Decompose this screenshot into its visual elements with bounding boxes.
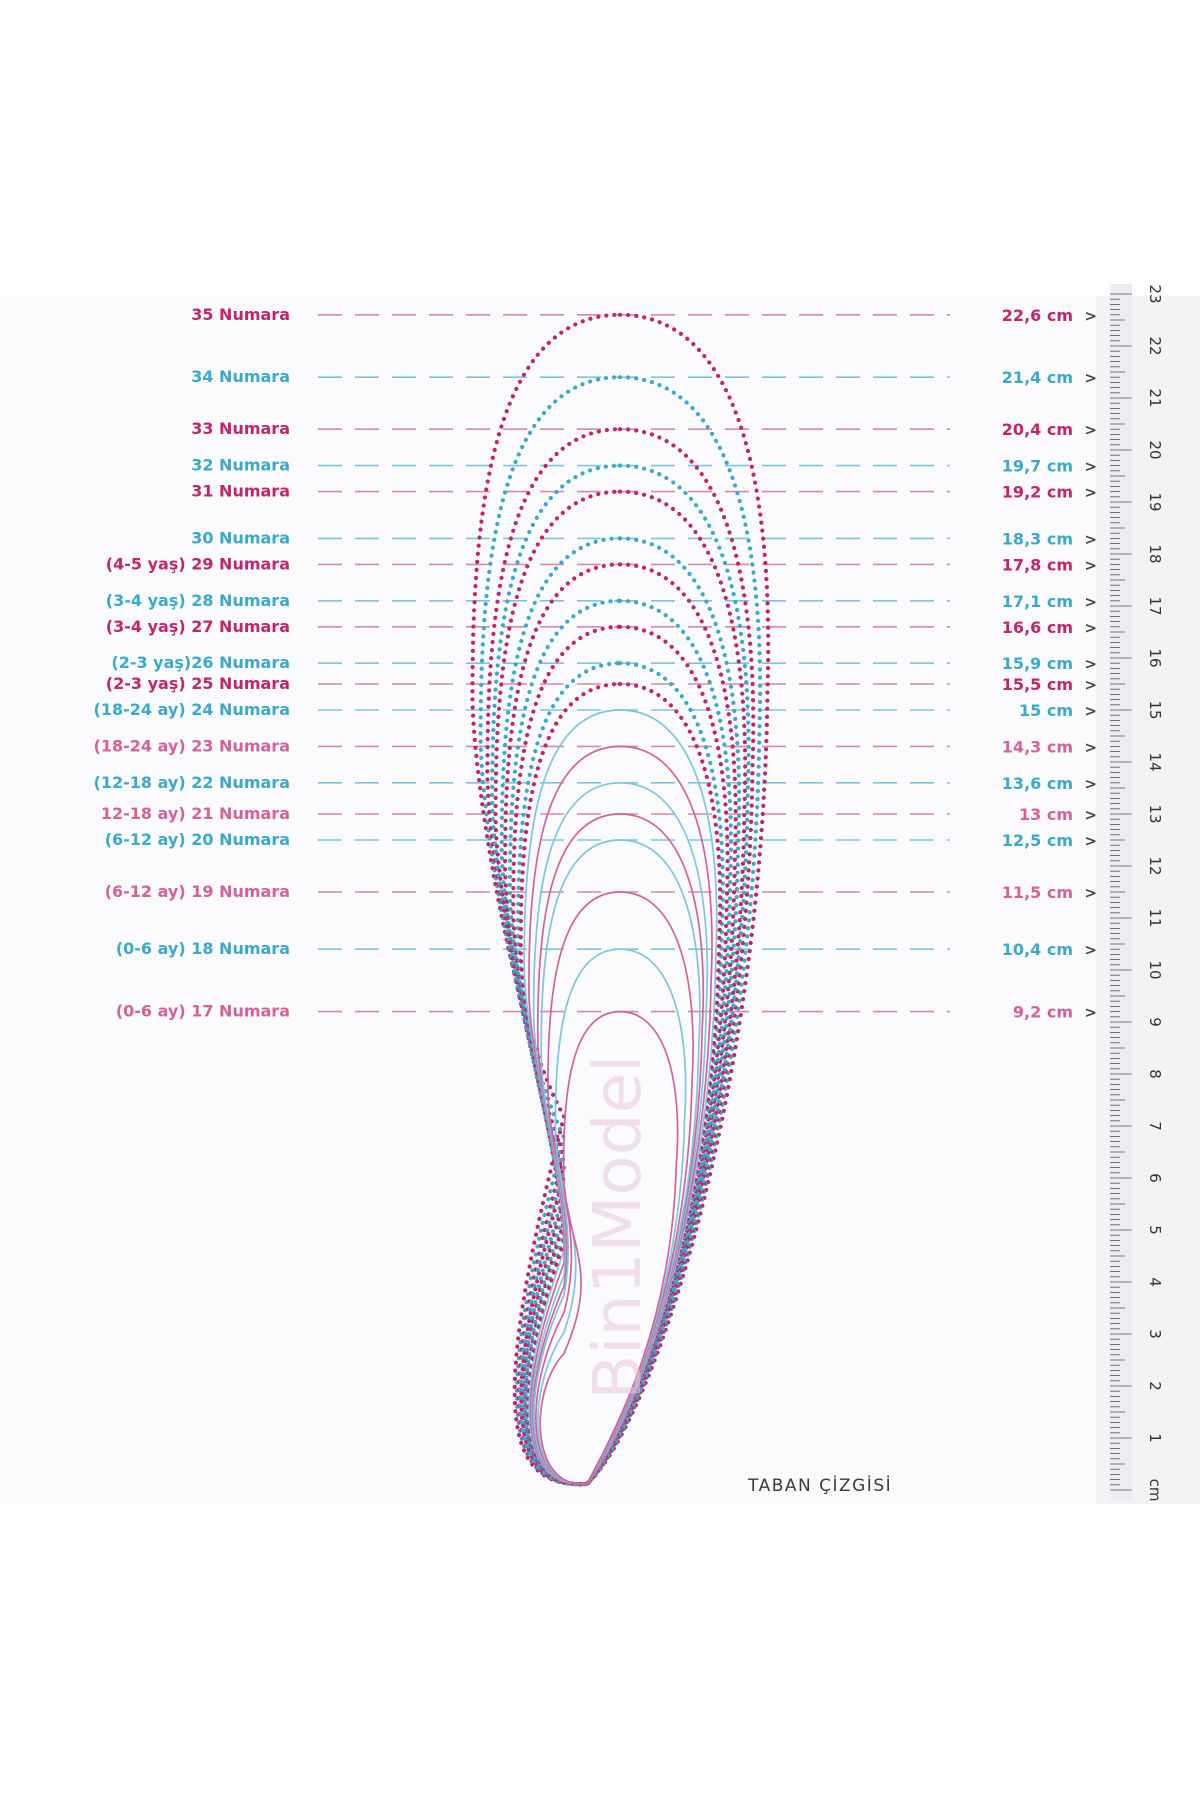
ruler-tick-label: 11 xyxy=(1146,908,1164,928)
length-label: 20,4 cm xyxy=(1001,420,1073,440)
arrow-glyph: > xyxy=(1084,483,1097,502)
ruler-tick-label: 22 xyxy=(1146,336,1164,356)
size-label: (18-24 ay) 24 Numara xyxy=(93,700,290,719)
size-label: (18-24 ay) 23 Numara xyxy=(93,736,290,756)
length-label: 19,2 cm xyxy=(1001,482,1073,502)
watermark-text: Bin1Model xyxy=(579,1054,656,1400)
arrow-glyph: > xyxy=(1084,806,1097,824)
size-label: (2-3 yaş) 25 Numara xyxy=(105,674,290,693)
length-label: 15,9 cm xyxy=(1001,654,1073,674)
ruler-tick-label: 20 xyxy=(1146,440,1164,460)
arrow-glyph: > xyxy=(1084,1003,1097,1022)
length-label: 14,3 cm xyxy=(1001,737,1073,757)
arrow-glyph: > xyxy=(1084,738,1097,757)
length-label: 15,5 cm xyxy=(1001,675,1073,694)
arrow-glyph: > xyxy=(1084,306,1097,325)
size-label: (3-4 yaş) 28 Numara xyxy=(105,590,290,610)
length-labels xyxy=(1002,306,1097,1022)
ruler-tick-label: 23 xyxy=(1146,284,1164,304)
size-label: 30 Numara xyxy=(191,528,290,548)
arrow-glyph: > xyxy=(1084,421,1097,440)
ruler-tick-label: 13 xyxy=(1146,804,1164,824)
size-label: 35 Numara xyxy=(191,304,290,324)
ruler-tick-label: 2 xyxy=(1146,1381,1164,1391)
ruler-tick-label: 5 xyxy=(1146,1225,1164,1235)
ruler-tick-label: 10 xyxy=(1146,960,1164,980)
size-label: 34 Numara xyxy=(191,367,290,387)
length-label: 11,5 cm xyxy=(1001,883,1073,902)
size-label: 32 Numara xyxy=(191,455,290,475)
length-label: 13 cm xyxy=(1019,805,1073,824)
size-label: (6-12 ay) 20 Numara xyxy=(104,830,290,849)
arrow-glyph: > xyxy=(1084,774,1097,793)
arrow-glyph: > xyxy=(1084,884,1097,902)
size-label: 33 Numara xyxy=(191,419,290,439)
size-label: (0-6 ay) 18 Numara xyxy=(115,939,290,959)
arrow-glyph: > xyxy=(1084,832,1097,850)
ruler-tick-label: 15 xyxy=(1146,700,1164,720)
ruler-tick-label: 9 xyxy=(1146,1017,1164,1027)
arrow-glyph: > xyxy=(1084,941,1097,960)
ruler-tick-label: 7 xyxy=(1146,1121,1164,1131)
size-label: (6-12 ay) 19 Numara xyxy=(104,882,290,901)
size-label: (2-3 yaş)26 Numara xyxy=(111,653,290,673)
length-label: 22,6 cm xyxy=(1001,305,1073,325)
ruler-tick-label: 18 xyxy=(1146,544,1164,564)
arrow-glyph: > xyxy=(1084,592,1097,611)
length-label: 17,1 cm xyxy=(1001,591,1073,611)
length-label: 17,8 cm xyxy=(1001,555,1073,575)
length-label: 12,5 cm xyxy=(1001,831,1073,850)
size-label: (4-5 yaş) 29 Numara xyxy=(105,554,290,574)
size-label: 31 Numara xyxy=(191,481,290,501)
ruler-tick-label: 1 xyxy=(1146,1433,1164,1443)
size-label: (12-18 ay) 22 Numara xyxy=(93,772,290,792)
arrow-glyph: > xyxy=(1084,618,1097,637)
ruler-tick-label: 4 xyxy=(1146,1277,1164,1287)
arrow-glyph: > xyxy=(1084,676,1097,694)
arrow-glyph: > xyxy=(1084,556,1097,575)
ruler-tick-label: 16 xyxy=(1146,648,1164,668)
arrow-glyph: > xyxy=(1084,655,1097,674)
arrow-glyph: > xyxy=(1084,369,1097,388)
ruler-tick-label: 17 xyxy=(1146,596,1164,616)
ruler-tick-label: 21 xyxy=(1146,388,1164,408)
size-label: (3-4 yaş) 27 Numara xyxy=(105,616,290,636)
ruler xyxy=(1110,284,1164,1501)
guide-lines xyxy=(318,315,950,1012)
length-label: 16,6 cm xyxy=(1001,617,1073,637)
ruler-tick-label: 3 xyxy=(1146,1329,1164,1339)
size-labels xyxy=(94,305,290,1021)
length-label: 10,4 cm xyxy=(1001,940,1073,960)
size-label: 12-18 ay) 21 Numara xyxy=(100,804,290,823)
length-label: 18,3 cm xyxy=(1001,529,1073,549)
length-label: 19,7 cm xyxy=(1001,456,1073,476)
length-label: 9,2 cm xyxy=(1012,1002,1073,1022)
watermark-group xyxy=(579,1054,656,1400)
length-label: 13,6 cm xyxy=(1001,773,1073,793)
ruler-tick-label: 8 xyxy=(1146,1069,1164,1079)
ruler-tick-label: 19 xyxy=(1146,492,1164,512)
arrow-glyph: > xyxy=(1084,457,1097,476)
length-label: 15 cm xyxy=(1019,701,1073,720)
footer-label: TABAN ÇİZGİSİ xyxy=(748,1476,893,1496)
ruler-tick-label: 12 xyxy=(1146,856,1164,876)
ruler-tick-label: 6 xyxy=(1146,1173,1164,1183)
arrow-glyph: > xyxy=(1084,702,1097,720)
ruler-tick-label: cm xyxy=(1146,1478,1164,1502)
length-label: 21,4 cm xyxy=(1001,368,1073,388)
arrow-glyph: > xyxy=(1084,530,1097,549)
size-label: (0-6 ay) 17 Numara xyxy=(115,1001,290,1021)
ruler-tick-label: 14 xyxy=(1146,752,1164,772)
